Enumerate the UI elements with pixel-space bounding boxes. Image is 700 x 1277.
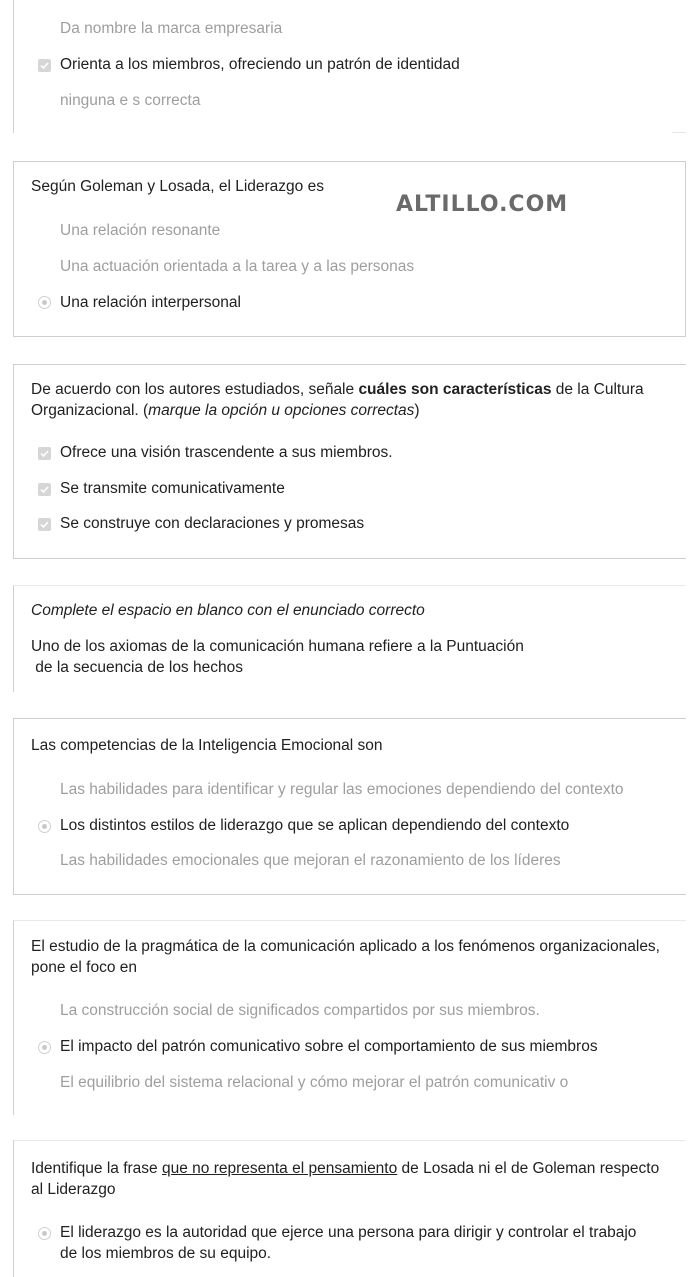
option-text: Las habilidades emocionales que mejoran el razonamiento de los líderes xyxy=(60,852,561,869)
question-text: Las competencias de la Inteligencia Emocional son xyxy=(31,737,383,754)
option-text-selected[interactable]: El liderazgo es la autoridad que ejerce una persona para dirigir y controlar el trabajo de los miembros de su equipo. xyxy=(60,1224,637,1262)
option-text: Una relación resonante xyxy=(60,222,221,239)
question-card-5 xyxy=(13,920,686,1115)
answer-text-line-2: de la secuencia de los hechos xyxy=(31,659,243,676)
option-text: El equilibrio del sistema relacional y cómo mejorar el patrón comunicativ o xyxy=(60,1074,569,1091)
radio-selected-icon[interactable] xyxy=(38,1041,51,1054)
radio-selected-icon[interactable] xyxy=(38,296,51,309)
option-text: Da nombre la marca empresaria xyxy=(60,20,283,37)
option-text: ninguna e s correcta xyxy=(60,92,201,109)
option-text-selected[interactable]: Ofrece una visión trascendente a sus miembros. xyxy=(60,444,393,461)
question-instruction: Complete el espacio en blanco con el enunciado correcto xyxy=(31,602,425,619)
question-card-4 xyxy=(13,718,686,895)
option-text-selected[interactable]: Se construye con declaraciones y promesas xyxy=(60,515,365,532)
question-text: Según Goleman y Losada, el Liderazgo es xyxy=(31,178,324,195)
question-text: Identifique la frase que no representa el pensamiento de Losada ni el de Goleman respecto al Liderazgo xyxy=(31,1160,660,1198)
question-card-6 xyxy=(13,1140,686,1277)
option-text-selected[interactable]: El impacto del patrón comunicativo sobre el comportamiento de sus miembros xyxy=(60,1038,598,1055)
question-card-2 xyxy=(13,364,686,559)
question-card-1 xyxy=(13,161,686,337)
question-card-3 xyxy=(13,585,686,692)
question-instruction: marque la opción u opciones correctas xyxy=(148,402,415,419)
question-card-0 xyxy=(13,0,686,133)
card-divider xyxy=(672,132,686,133)
option-text-selected[interactable]: Orienta a los miembros, ofreciendo un patrón de identidad xyxy=(60,56,460,73)
option-text-selected[interactable]: Los distintos estilos de liderazgo que se aplican dependiendo del contexto xyxy=(60,817,570,834)
option-text-selected[interactable]: Se transmite comunicativamente xyxy=(60,480,285,497)
checkbox-checked-icon[interactable] xyxy=(38,518,51,531)
option-text: La construcción social de significados compartidos por sus miembros. xyxy=(60,1002,540,1019)
question-emphasis: que no representa el pensamiento xyxy=(161,1160,398,1177)
question-emphasis: cuáles son características xyxy=(358,381,552,398)
option-text: Las habilidades para identificar y regular las emociones dependiendo del contexto xyxy=(60,781,624,798)
radio-selected-icon[interactable] xyxy=(38,1227,51,1240)
question-text: El estudio de la pragmática de la comunicación aplicado a los fenómenos organizacionales, pone el foco en xyxy=(31,938,660,976)
watermark-text: ALTILLO.COM xyxy=(396,192,569,217)
question-text: De acuerdo con los autores estudiados, señale cuáles son características de la Cultura Organizacional. (marque la opción u opciones correctas) xyxy=(31,381,644,419)
checkbox-checked-icon[interactable] xyxy=(38,59,51,72)
radio-selected-icon[interactable] xyxy=(38,820,51,833)
answer-text-line-1: Uno de los axiomas de la comunicación humana refiere a la Puntuación xyxy=(31,638,524,655)
option-text: Una actuación orientada a la tarea y a las personas xyxy=(60,258,415,275)
checkbox-checked-icon[interactable] xyxy=(38,483,51,496)
checkbox-checked-icon[interactable] xyxy=(38,447,51,460)
option-text-selected[interactable]: Una relación interpersonal xyxy=(60,294,241,311)
